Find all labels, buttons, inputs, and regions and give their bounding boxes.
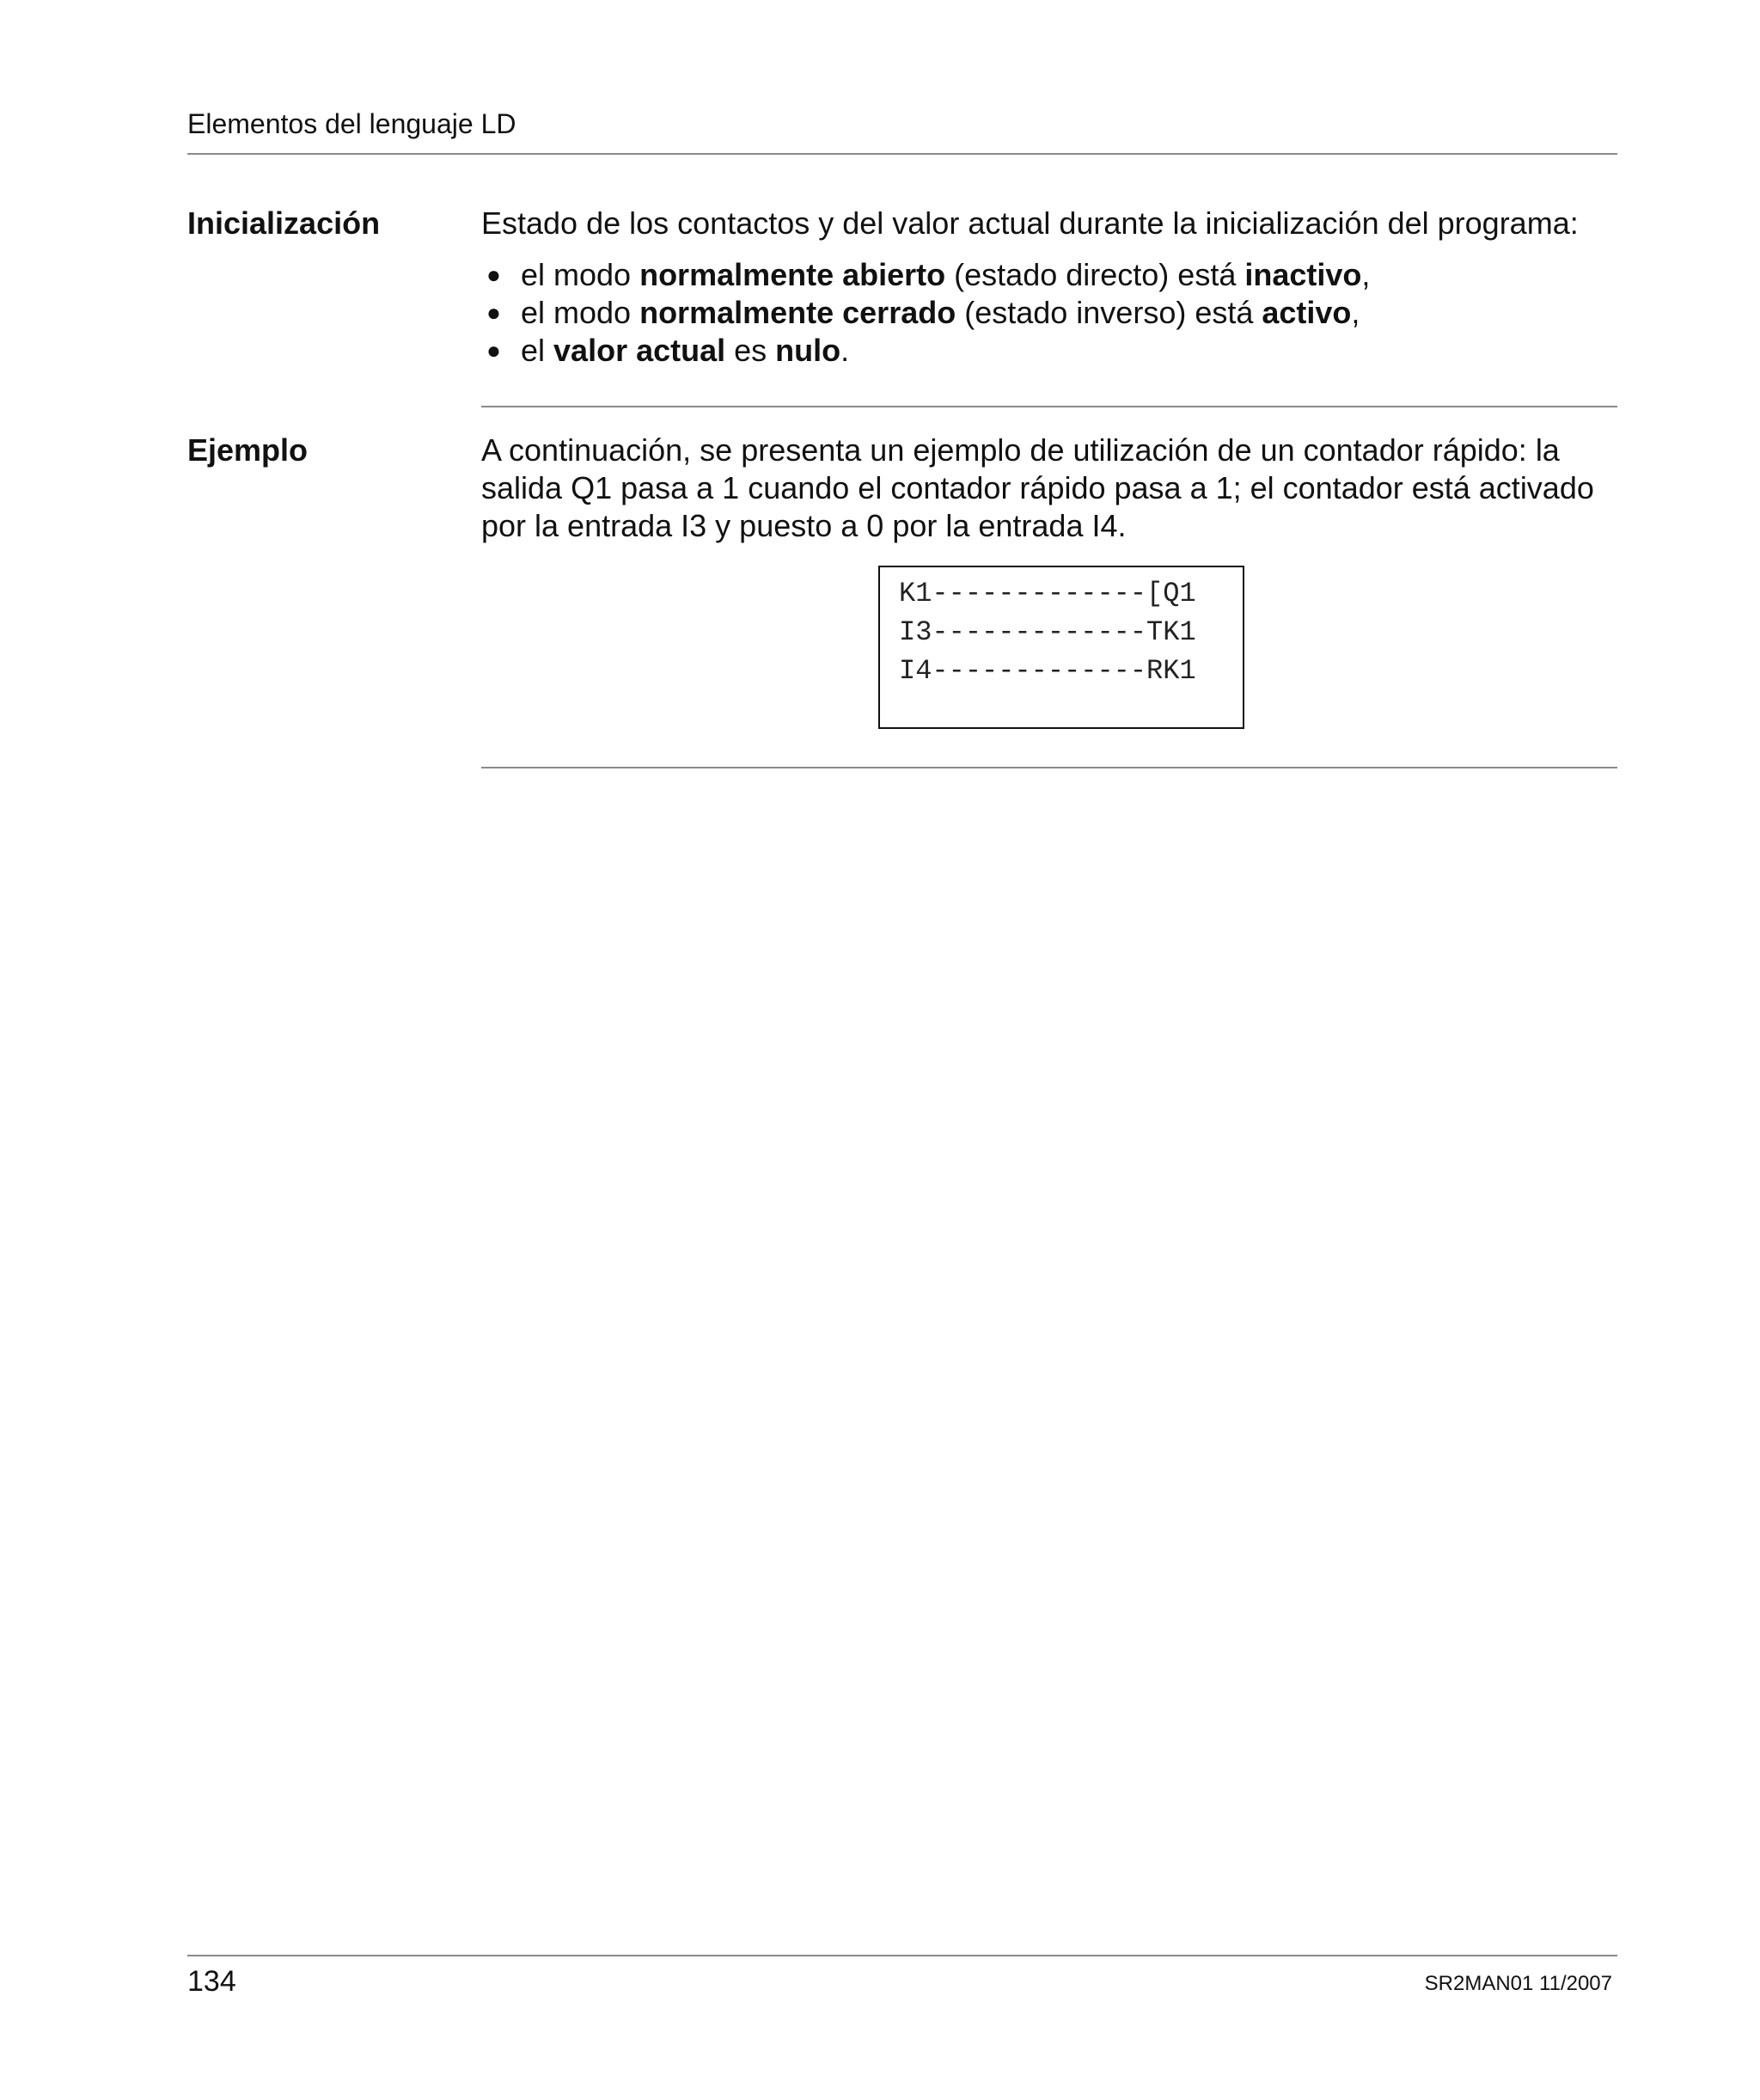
bullet-icon: ● bbox=[486, 299, 501, 326]
header-divider bbox=[187, 153, 1617, 155]
bullet-punct: , bbox=[1361, 257, 1371, 292]
bullet-text: (estado directo) está bbox=[945, 257, 1245, 292]
list-item bbox=[481, 332, 1370, 370]
ladder-rung: I4-------------RK1 bbox=[899, 655, 1196, 687]
list-item bbox=[481, 294, 1370, 332]
init-bullet-list bbox=[481, 256, 1370, 370]
bullet-bold-text: normalmente cerrado bbox=[639, 295, 956, 330]
bullet-punct: , bbox=[1351, 295, 1360, 330]
section-divider bbox=[481, 406, 1617, 407]
bullet-text: es bbox=[725, 333, 776, 368]
ladder-diagram-box bbox=[878, 566, 1244, 729]
section-divider bbox=[481, 767, 1617, 768]
example-text: A continuación, se presenta un ejemplo de utilización de un contador rápido: la salida Q1 pasa a 1 cuando el contador rápido pasa a 1; el contador está activado por la entrada I3 y puesto a 0 por la entrada I4. bbox=[481, 432, 1594, 543]
ladder-rung: K1-------------[Q1 bbox=[899, 578, 1196, 609]
page-number: 134 bbox=[187, 1965, 236, 1998]
bullet-icon: ● bbox=[486, 261, 501, 288]
bullet-bold-text: inactivo bbox=[1244, 257, 1362, 292]
bullet-text: el bbox=[521, 333, 554, 368]
bullet-text: el modo bbox=[521, 295, 640, 330]
footer-divider bbox=[187, 1955, 1617, 1956]
init-intro: Estado de los contactos y del valor actual durante la inicialización del programa: bbox=[481, 205, 1579, 241]
bullet-text: el modo bbox=[521, 257, 640, 292]
list-item bbox=[481, 256, 1370, 294]
page-header-title: Elementos del lenguaje LD bbox=[187, 108, 516, 139]
document-reference: SR2MAN01 11/2007 bbox=[1424, 1972, 1612, 1995]
init-heading: Inicialización bbox=[187, 205, 381, 241]
bullet-bold-text: activo bbox=[1262, 295, 1352, 330]
ladder-rung: I3-------------TK1 bbox=[899, 616, 1196, 648]
bullet-punct: . bbox=[840, 333, 850, 368]
bullet-text: (estado inverso) está bbox=[956, 295, 1262, 330]
bullet-bold-text: normalmente abierto bbox=[639, 257, 946, 292]
example-heading: Ejemplo bbox=[187, 432, 309, 468]
bullet-bold-text: nulo bbox=[775, 333, 841, 368]
bullet-icon: ● bbox=[486, 337, 501, 364]
bullet-bold-text: valor actual bbox=[553, 333, 726, 368]
